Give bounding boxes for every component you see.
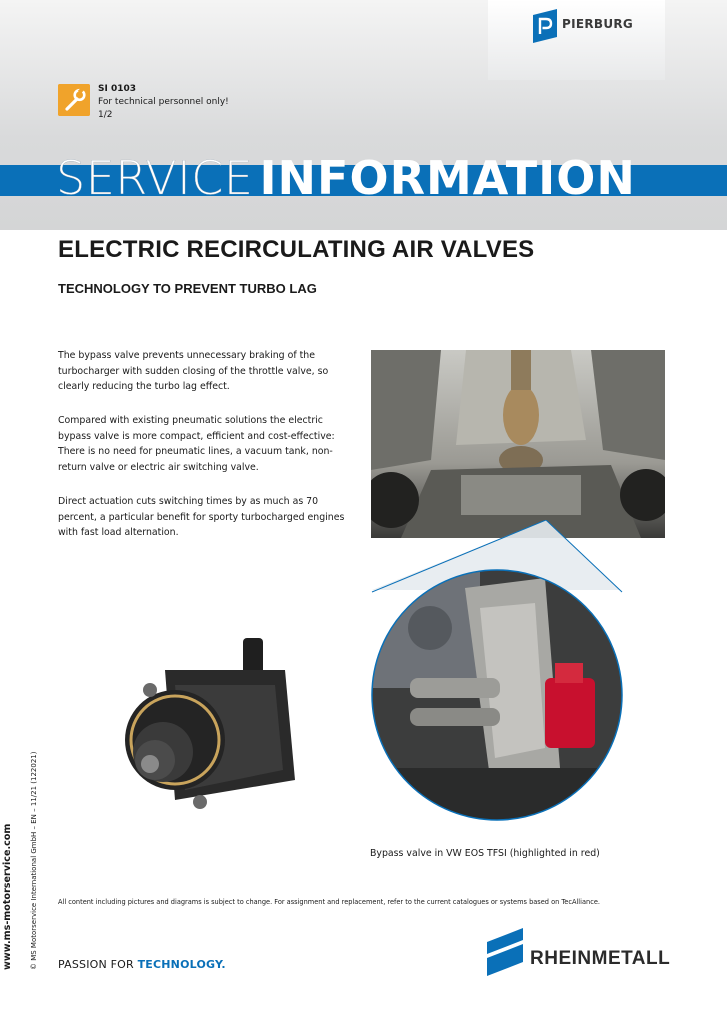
copyright-note: © MS Motorservice International GmbH – EN – 11/21 (122021)	[30, 751, 38, 970]
page-subtitle: TECHNOLOGY TO PREVENT TURBO LAG	[58, 281, 317, 296]
body-paragraph: Compared with existing pneumatic solutions the electric bypass valve is more compact, efficient and cost-effective: There is no need for pneumatic lines, a vacuum tank, non-return valve or electric air switching valve.	[58, 415, 335, 473]
vehicle-underbody-photo	[371, 350, 665, 538]
disclaimer: All content including pictures and diagrams is subject to change. For assignment and replacement, refer to the current catalogues or systems based on TecAlliance.	[58, 898, 600, 906]
image-caption: Bypass valve in VW EOS TFSI (highlighted in red)	[370, 848, 600, 859]
bypass-valve-photo	[105, 630, 300, 830]
tagline	[58, 958, 226, 971]
logo-tab	[488, 0, 665, 80]
wrench-icon	[58, 84, 90, 116]
page-number: 1/2	[98, 110, 113, 120]
engine-detail-photo	[370, 568, 624, 822]
page-title: ELECTRIC RECIRCULATING AIR VALVES	[58, 236, 535, 263]
audience-note: For technical personnel only!	[98, 97, 229, 107]
banner-light-text: SERVICE	[56, 151, 254, 205]
tagline-prefix: PASSION FOR	[58, 958, 138, 971]
website-link[interactable]: www.ms-motorservice.com	[2, 823, 13, 970]
body-paragraph: Direct actuation cuts switching times by as much as 70 percent, a particular benefit for sporty turbocharged engines with fast load alternation.	[58, 496, 345, 538]
brand-name-pierburg: PIERBURG	[562, 17, 634, 31]
rheinmetall-logo-icon	[487, 928, 523, 976]
document-code: SI 0103	[98, 84, 137, 94]
brand-name-rheinmetall: RHEINMETALL	[530, 948, 671, 969]
body-paragraph: The bypass valve prevents unnecessary braking of the turbocharger with sudden closing of the throttle valve, so clearly reducing the turbo lag effect.	[58, 350, 329, 392]
service-information-banner	[56, 152, 636, 204]
pierburg-logo-icon	[533, 9, 557, 43]
banner-bold-text: INFORMATION	[259, 151, 636, 205]
tagline-accent: TECHNOLOGY.	[137, 958, 226, 971]
